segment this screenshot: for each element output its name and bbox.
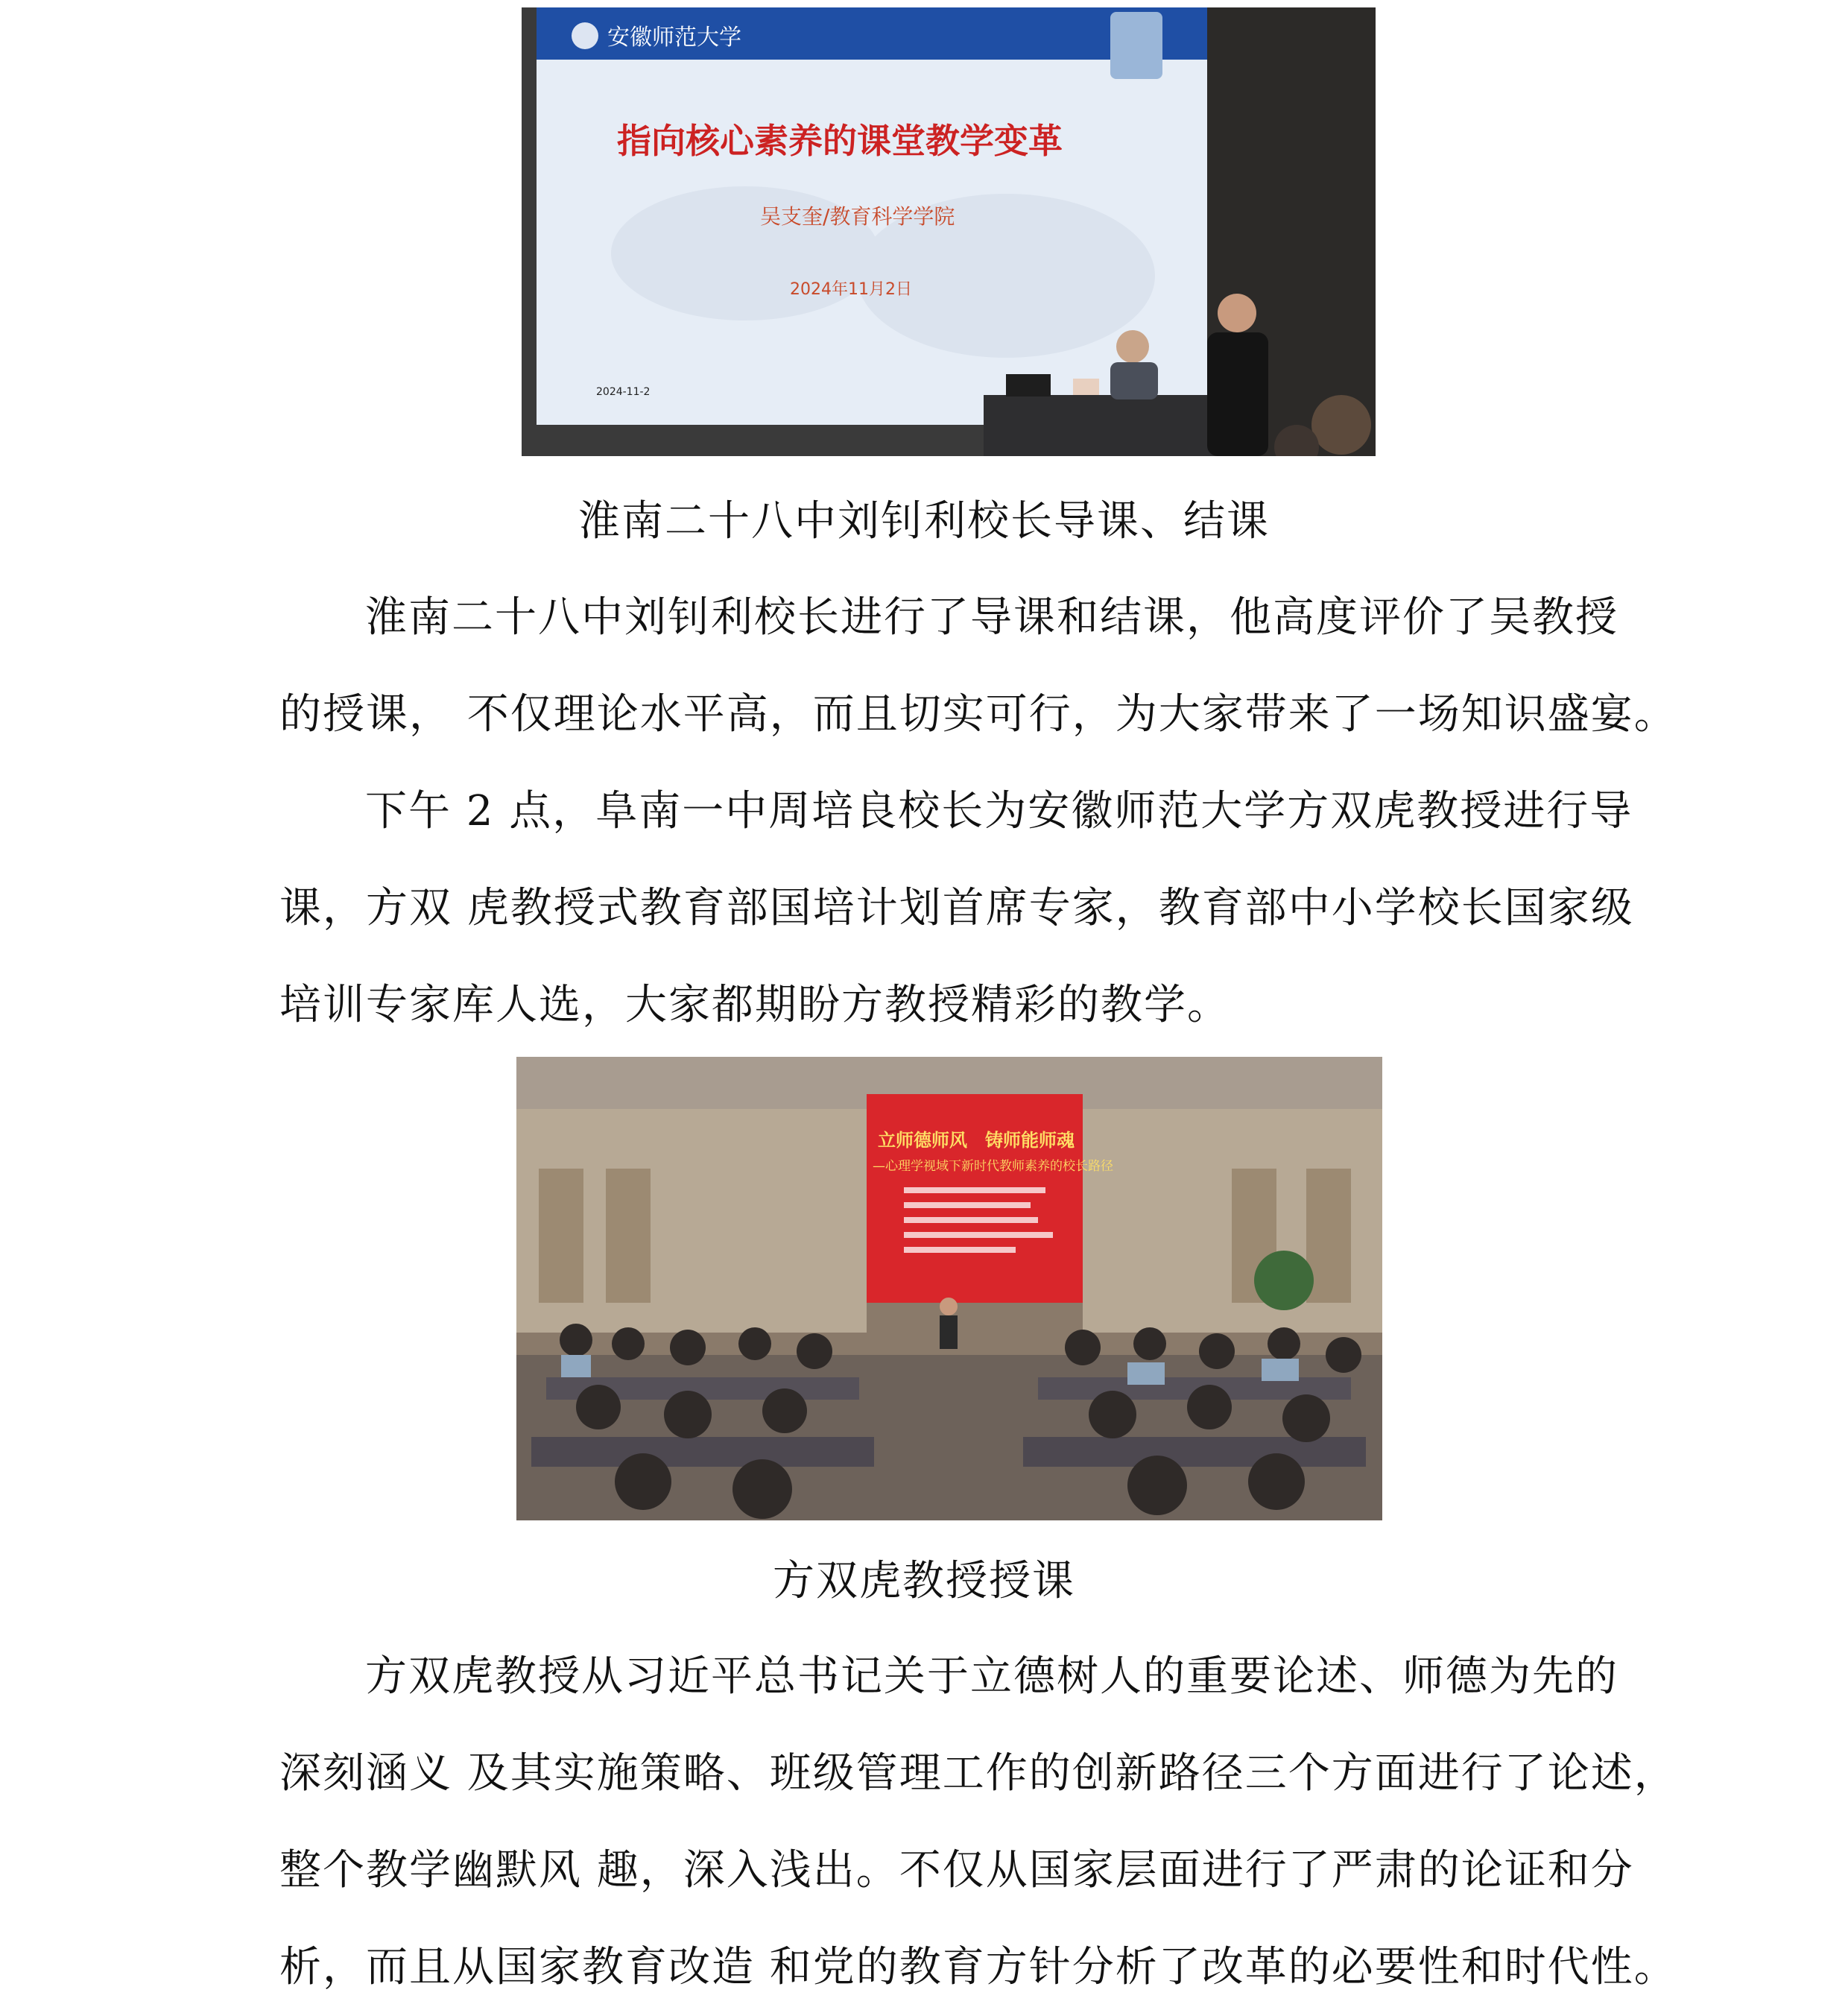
lecture-photo-2-image xyxy=(516,1057,1382,1520)
paragraph-3 xyxy=(279,1628,1677,2016)
lecture-photo-1 xyxy=(522,7,1376,456)
seated-speaker xyxy=(1116,330,1149,363)
paragraph-1 xyxy=(279,569,1677,763)
caption-2: 方双虎教授授课 xyxy=(773,1557,1075,1605)
screen-subtitle: —心理学视域下新时代教师素养的校长路径 xyxy=(873,1159,1113,1174)
paragraph-1-line-2: 的授课， 不仅理论水平高，而且切实可行，为大家带来了一场知识盛宴。 xyxy=(279,690,1677,739)
university-logo-icon xyxy=(572,22,598,49)
lecture-photo-1-image xyxy=(522,7,1376,456)
slide-decoration-icon xyxy=(1110,12,1162,79)
paragraph-1-line-1: 淮南二十八中刘钊利校长进行了导课和结课，他高度评价了吴教授 xyxy=(365,593,1618,642)
paragraph-3-line-2: 深刻涵义 及其实施策略、班级管理工作的创新路径三个方面进行了论述， xyxy=(279,1749,1677,1798)
standing-speaker xyxy=(1218,294,1256,332)
plant-decoration xyxy=(1254,1251,1314,1310)
slide-stamp: 2024-11-2 xyxy=(596,386,651,398)
paragraph-3-line-3: 整个教学幽默风 趣，深入浅出。不仅从国家层面进行了严肃的论证和分 xyxy=(279,1846,1634,1895)
screen-title: 立师德师风 铸师能师魂 xyxy=(878,1130,1075,1151)
presenter xyxy=(940,1298,958,1315)
lecture-photo-2 xyxy=(516,1057,1382,1520)
slide-title: 指向核心素养的课堂教学变革 xyxy=(617,121,1063,161)
slide-author: 吴支奎/教育科学学院 xyxy=(760,204,955,229)
paragraph-3-line-1: 方双虎教授从习近平总书记关于立德树人的重要论述、师德为先的 xyxy=(365,1652,1618,1701)
paragraph-2-line-2: 课，方双 虎教授式教育部国培计划首席专家，教育部中小学校长国家级 xyxy=(279,884,1634,932)
slide-logo-text: 安徽师范大学 xyxy=(607,25,741,51)
paragraph-2 xyxy=(279,763,1643,1054)
podium xyxy=(984,395,1230,456)
slide-date: 2024年11月2日 xyxy=(790,280,912,299)
paragraph-3-line-4: 析，而且从国家教育改造 和党的教育方针分析了改革的必要性和时代性。 xyxy=(279,1943,1677,1991)
paragraph-2-line-3: 培训专家库人选，大家都期盼方教授精彩的教学。 xyxy=(279,981,1230,1029)
paragraph-2-line-1: 下午 2 点，阜南一中周培良校长为安徽师范大学方双虎教授进行导 xyxy=(365,787,1633,835)
projection-screen xyxy=(867,1094,1083,1303)
caption-1: 淮南二十八中刘钊利校长导课、结课 xyxy=(578,497,1270,546)
